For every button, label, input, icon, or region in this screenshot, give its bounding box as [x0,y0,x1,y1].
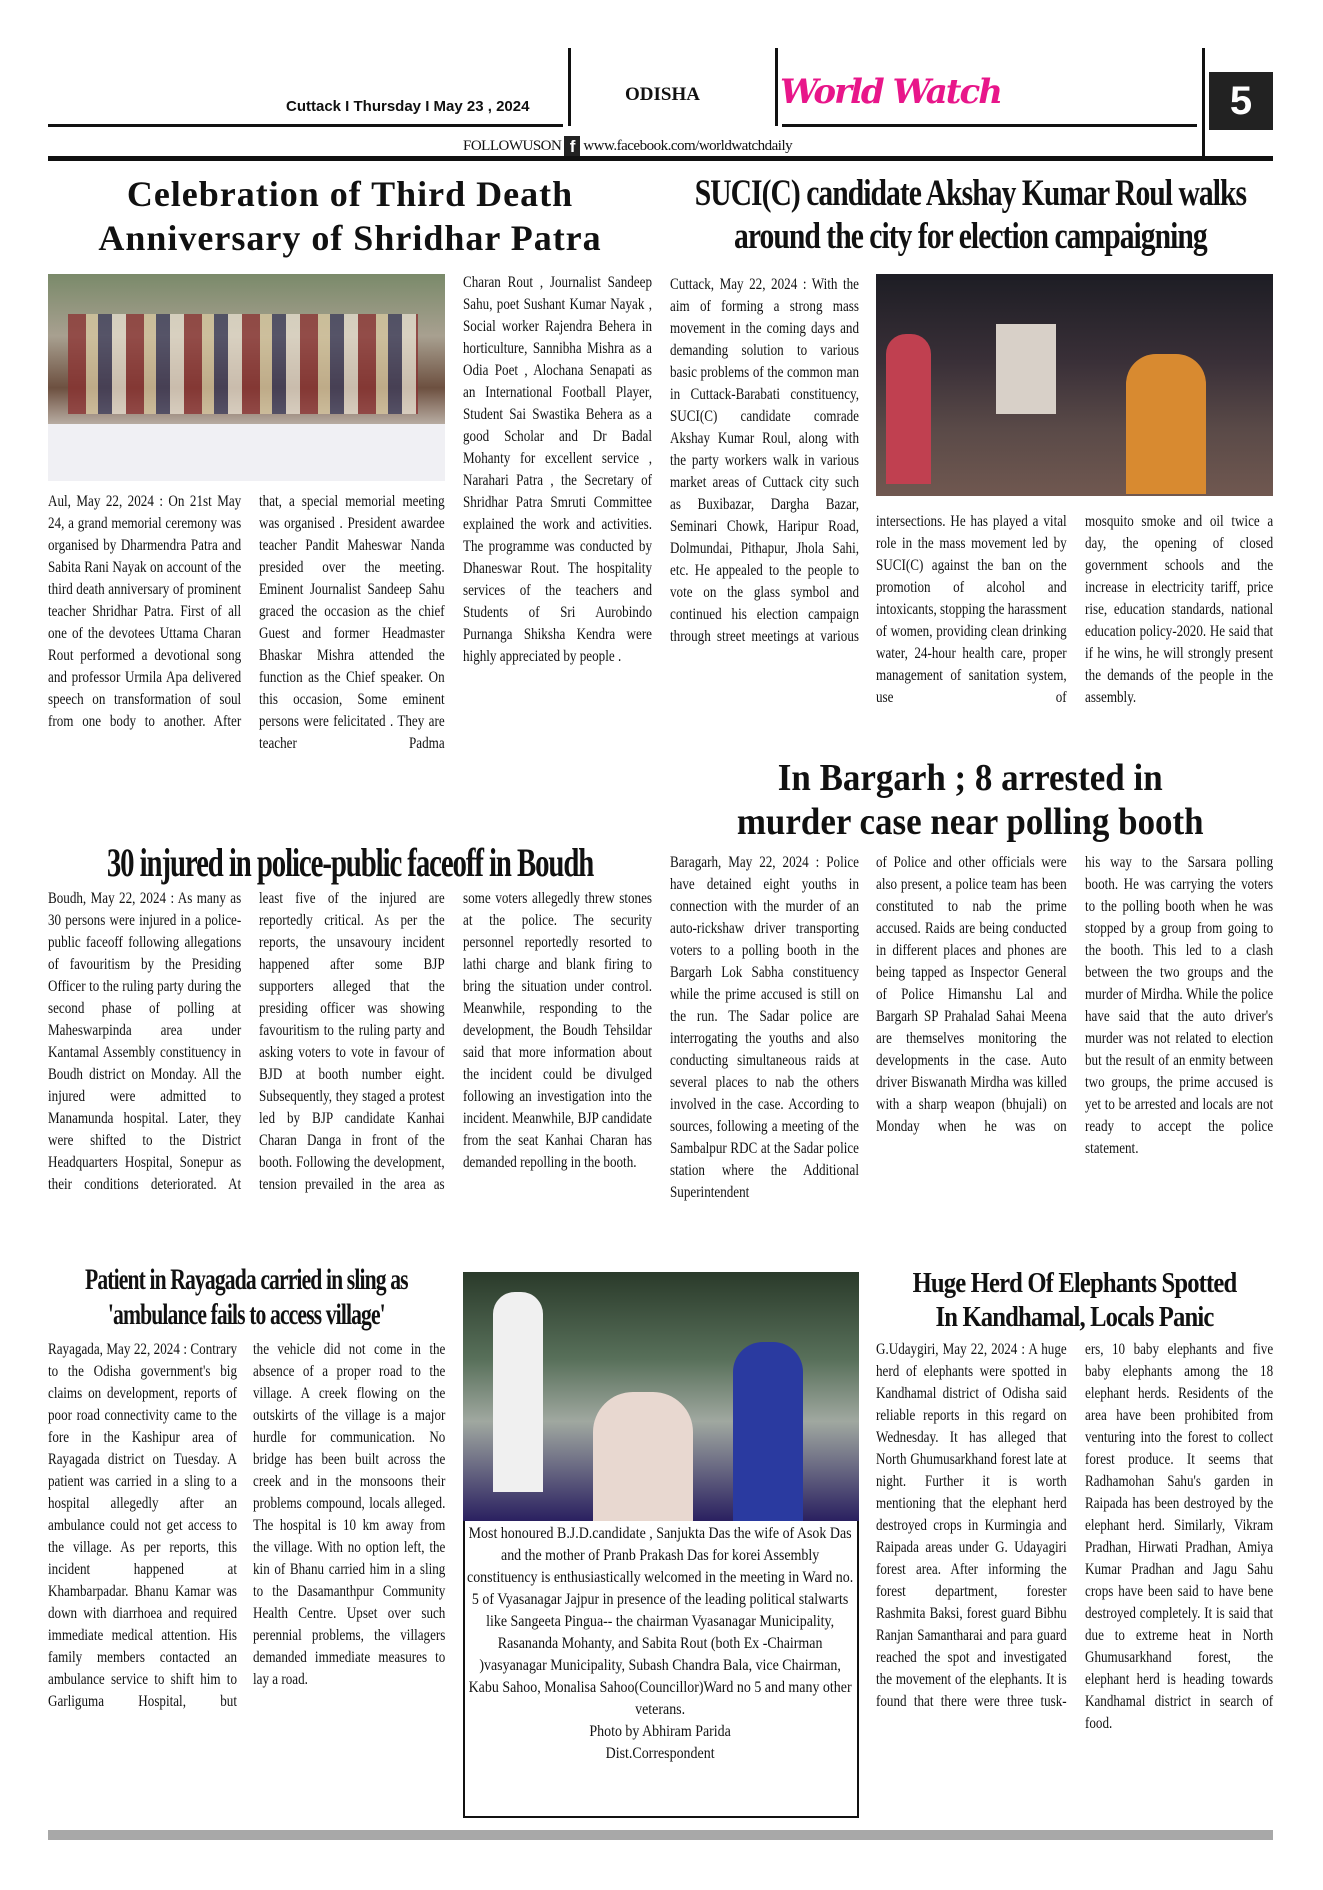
photo-caption [463,1521,859,1818]
divider [568,48,571,126]
headline-line: In Kandhamal, Locals Panic [935,1301,1214,1333]
page-number: 5 [1209,72,1273,130]
article-column: Baragarh, May 22, 2024 : Police have detained eight youths in connection with the murder of an auto-rickshaw driver transporting voters to a polling booth in the Bargarh Lok Sabha constituency while the prime accused is still on the run. The Sadar police are interrogating the youths and also conducting simultaneous raids at several places to nab the others involved in the case. According to sources, following a meeting of the Sambalpur RDC at the Sadar police station where the Additional Superintendent [670,854,859,1201]
photo-credit: Photo by Abhiram Parida [589,1723,731,1740]
article-column: some voters allegedly threw stones at the police. The security personnel reportedly resorted to lathi charge and blank firing to bring the situation under control. Meanwhile, responding to the development, the Boudh Tehsildar said that more information about the incident could be divulged following an investigation into the incident. Meanwhile, BJP candidate from the seat Kanhai Charan has demanded repolling in the booth. [463,890,652,1171]
article-column: least five of the injured are reportedly critical. As per the reports, the unsavoury incident happened after some BJP supporters alleged that the presiding officer was showing favouritism to the ruling party and asking voters to vote in favour of BJD at booth number eight. Subsequently, they staged a protest led by BJP candidate Kanhai Charan Danga in front of the booth. Following the development, tension prevailed in the area as [259,890,445,1193]
article-column: intersections. He has played a vital role in the mass movement led by SUCI(C) against the ban on the promotion of alcohol and intoxicants, stopping the harassment of women, providing clean drinking water, 24-hour health care, proper management of sanitation system, use of [876,513,1067,706]
headline-rayagada [48,1262,445,1332]
headline-line: Celebration of Third Death [126,174,574,214]
masthead-rule [48,156,1273,161]
headline-bargarh [668,756,1272,844]
headline-line: murder case near polling booth [736,801,1204,843]
headline-line: Anniversary of Shridhar Patra [98,218,602,258]
caption-body [465,1523,855,1765]
headline-patra [48,172,652,260]
caption-text: Most honoured B.J.D.candidate , Sanjukta Das the wife of Asok Das and the mother of Pranb Prakash Das for korei Assembly constituency is enthusiastically welcomed in the meeting in Ward no. 5 of Vyasanagar Jajpur in presence of the leading political stalwarts like Sangeeta Pingua-- the chairman Vyasanagar Municipality, Rasananda Mohanty, and Sabita Rout (both Ex -Chairman )vasyanagar Municipality, Subash Chandra Bala, vice Chairman, Kabu Sahoo, Monalisa Sahoo(Councillor)Ward no 5 and many other veterans. [466,1525,854,1718]
campaign-photo [876,274,1273,496]
divider [775,48,778,126]
facebook-icon: f [564,136,580,156]
headline-elephants [876,1266,1273,1334]
bjd-meeting-photo [463,1272,859,1521]
world-watch-logo: World Watch [780,72,1001,112]
article-column: Cuttack, May 22, 2024 : With the aim of forming a strong mass movement in the coming days and demanding solution to various basic problems of the common man in Cuttack-Barabati constituency, SUCI(C) candidate comrade Akshay Kumar Roul, along with the party workers walk in various market areas of Cuttack city such as Buxibazar, Dargha Bazar, Seminari Chowk, Haripur Road, Dolmundai, Pithapur, Jhola Sahi, etc. He appealed to the people to vote on the glass symbol and continued his election campaign through street meetings at various [670,276,859,645]
headline-suci [668,172,1273,258]
headline-line: Huge Herd Of Elephants Spotted [912,1267,1237,1299]
article-column: of Police and other officials were also present, a police team has been constituted to nab the prime accused. Raids are being conducted in different places and phones are being tapped as Inspector General of Police Himanshu Lal and Bargarh SP Prahalad Sahai Meena are themselves monitoring the developments in the case. Auto driver Biswanath Mirdha was killed with a sharp weapon (bhujali) on Monday when he was on [876,854,1067,1135]
photo-credit: Dist.Correspondent [605,1745,715,1762]
article-column: that, a special memorial meeting was organised . President awardee teacher Pandit Maheswar Nanda presided over the meeting. Eminent Journalist Sandeep Sahu graced the occasion as the chief Guest and former Headmaster Bhaskar Mishra attended the function as the Chief speaker. On this occasion, Some eminent persons were felicitated . They are teacher Padma [259,493,445,752]
headline-line: around the city for election campaigning [734,216,1207,257]
headline-line: Patient in Rayagada carried in sling as [85,1263,408,1296]
article-column: Rayagada, May 22, 2024 : Contrary to the Odisha government's big claims on development, reports of poor road connectivity came to the fore in the Kashipur area of Rayagada district on Tuesday. A patient was carried in a sling to a hospital allegedly after an ambulance could not get access to the village. As per reports, this incident happened at Khambarpadar. Bhanu Kamar was down with diarrhoea and required immediate medical attention. His family members contacted an ambulance service to shift him to Garliguma Hospital, but [48,1341,237,1710]
article-column: ers, 10 baby elephants and five baby elephants among the 18 elephant herds. Residents of the area have been prohibited from venturing into the forest to collect forest produce. It seems that Radhamohan Sahu's garden in Raipada has been destroyed by the elephant herd. Similarly, Vikram Pradhan, Hirwati Pradhan, Amiya Kumar Pradhan and Jagu Sahu crops have been said to have bene destroyed completely. It is said that due to extreme heat in North Ghumusarkhand forest, the elephant herd is heading towards Kandhamal district in search of food. [1085,1341,1274,1732]
footer-bar [48,1830,1273,1840]
divider [1202,48,1205,156]
headline-line: SUCI(C) candidate Akshay Kumar Roul walks [694,173,1247,214]
ceremony-photo [48,274,445,481]
headline-line: In Bargarh ; 8 arrested in [777,757,1163,799]
follow-label: FOLLOWUSON [463,137,562,154]
follow-us-bar [463,136,792,156]
rule [48,124,563,127]
dateline: Cuttack I Thursday I May 23 , 2024 [286,98,530,115]
section-title: ODISHA [625,84,700,105]
article-column: his way to the Sarsara polling booth. He was carrying the voters to the polling booth when he was stopped by a group from going to the booth. This led to a clash between the two groups and the murder of Mirdha. While the police have said that the auto driver's murder was not related to election but the result of an enmity between two groups, the prime accused is yet to be arrested and locals are not ready to accept the police statement. [1085,854,1274,1157]
article-column: Charan Rout , Journalist Sandeep Sahu, poet Sushant Kumar Nayak , Social worker Rajendra Behera in horticulture, Sannibha Mishra as a Odia Poet , Alochana Senapati as an International Football Player, Student Sai Swastika Behera as a good Scholar and Dr Badal Mohanty for excellent service , Narahari Patra , the Secretary of Shridhar Patra Smruti Committee explained the work and activities. The programme was conducted by Dhaneswar Rout. The hospitality services of the teachers and Students of Sri Aurobindo Purnanga Shiksha Kendra were highly appreciated by people . [463,274,652,665]
article-column: Boudh, May 22, 2024 : As many as 30 persons were injured in a police-public faceoff following allegations of favouritism by the Presiding Officer to the ruling party during the second phase of polling at Maheswarpinda area under Kantamal Assembly constituency in Boudh district on Monday. All the injured were admitted to Manamunda hospital. Later, they were shifted to the District Headquarters Hospital, Sonepur as their conditions deteriorated. At [48,890,242,1193]
headline-boudh: 30 injured in police-public faceoff in Boudh [106,840,594,885]
rule [782,124,1197,127]
article-column: Aul, May 22, 2024 : On 21st May 24, a grand memorial ceremony was organised by Dharmendra Patra and Sabita Rani Nayak on account of the third death anniversary of prominent teacher Shridhar Patra. First of all one of the devotees Uttama Charan Rout performed a devotional song and professor Urmila Apa delivered speech on transformation of soul from one body to another. After [48,493,242,730]
article-column: mosquito smoke and oil twice a day, the opening of closed government schools and the increase in electricity tariff, price rise, education standards, national education policy-2020. He said that if he wins, he will strongly present the demands of the people in the assembly. [1085,513,1274,706]
headline-line: 'ambulance fails to access village' [107,1298,385,1331]
article-column: the vehicle did not come in the absence of a proper road to the village. A creek flowing on the outskirts of the village is a major hurdle for communication. No bridge has been built across the creek and in the monsoons their problems compound, locals alleged. The hospital is 10 km away from the village. With no option left, the kin of Bhanu carried him in a sling to the Dasamanthpur Community Health Centre. Upset over such perennial problems, the villagers demanded immediate measures to lay a road. [253,1341,446,1688]
article-column: G.Udaygiri, May 22, 2024 : A huge herd of elephants were spotted in Kandhamal district of Odisha said reliable reports in this regard on Wednesday. It has alleged that North Ghumusarkhand forest late at night. Further it is worth mentioning that the elephant herd destroyed crops in Kurmingia and Raipada areas under G. Udayagiri forest area. After informing the forest department, forester Rashmita Baksi, forest guard Bibhu Ranjan Samantharai and para guard reached the spot and investigated the movement of the elephants. It is found that there were three tusk- [876,1341,1067,1710]
facebook-link[interactable]: www.facebook.com/worldwatchdaily [583,137,793,154]
